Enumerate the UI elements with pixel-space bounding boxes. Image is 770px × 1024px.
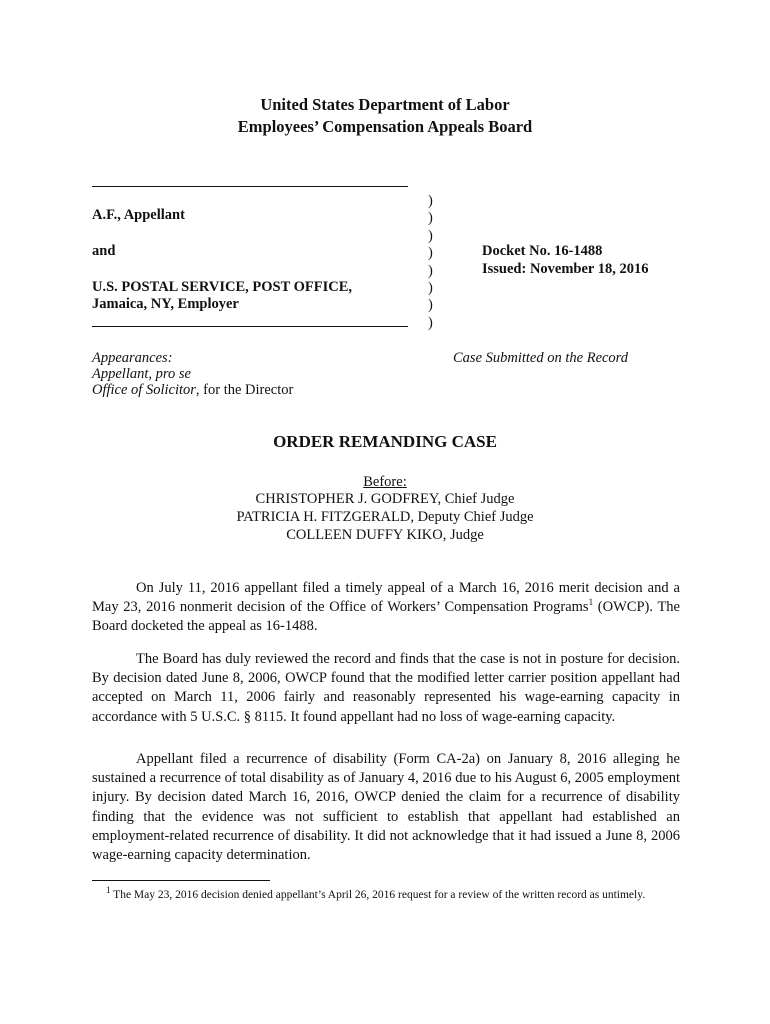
judge-deputy: PATRICIA H. FITZGERALD, Deputy Chief Judge <box>236 509 534 525</box>
order-title: ORDER REMANDING CASE <box>273 432 497 451</box>
appellant-representation: Appellant, pro se <box>92 366 191 382</box>
agency-title: United States Department of Labor <box>260 95 510 114</box>
caption-top-rule <box>92 186 408 187</box>
footnote-mark: 1 <box>106 885 111 896</box>
paragraph-3 <box>92 750 680 865</box>
footnote-separator <box>92 880 270 881</box>
paragraph-1-text-a: On July 11, 2016 appellant filed a timely appeal of a March 16, 2016 merit decision and a May 23, 2016 nonmerit decision of the Office of Workers’ Compensation Programs <box>92 580 680 616</box>
caption-and: and <box>92 243 116 259</box>
board-title: Employees’ Compensation Appeals Board <box>237 117 533 136</box>
appearances-label: Appearances: <box>92 350 173 366</box>
paragraph-3-text: Appellant filed a recurrence of disability (Form CA-2a) on January 8, 2016 alleging he sustained a recurrence of total disability as of January 4, 2016 due to his August 6, 2005 employment injury. By decision dated March 16, 2016, OWCP denied the claim for a recurrence of disability finding that the evidence was not sufficient to establish that appellant had established an employment-related recurrence of disability. It did not acknowledge that it had issued a June 8, 2006 wage-earning capacity determination. <box>92 751 680 864</box>
footnote-reference: 1 <box>588 597 594 608</box>
paragraph-1-text-b: (OWCP). The Board docketed the appeal as 16-1488. <box>92 599 680 635</box>
solicitor-office: Office of Solicitor <box>92 382 196 398</box>
solicitor-line <box>92 382 293 399</box>
paragraph-2 <box>92 650 680 727</box>
judge-chief: CHRISTOPHER J. GODFREY, Chief Judge <box>255 491 515 507</box>
issued-date: Issued: November 18, 2016 <box>482 261 649 277</box>
appellant-name: A.F., Appellant <box>92 207 185 223</box>
case-submitted: Case Submitted on the Record <box>453 350 629 366</box>
employer-line1: U.S. POSTAL SERVICE, POST OFFICE, <box>92 279 353 295</box>
caption-bottom-rule <box>92 326 408 327</box>
footnote-1 <box>92 885 680 904</box>
caption-parentheses: ) ) ) ) ) ) ) ) <box>428 193 433 331</box>
paragraph-1 <box>92 579 680 637</box>
footnote-text: The May 23, 2016 decision denied appellant’s April 26, 2016 request for a review of the written record as untimely. <box>110 889 646 901</box>
docket-number: Docket No. 16-1488 <box>482 243 603 259</box>
employer-line2: Jamaica, NY, Employer <box>92 296 239 312</box>
before-label: Before: <box>363 474 407 490</box>
solicitor-role: , for the Director <box>195 382 294 398</box>
paragraph-2-text: The Board has duly reviewed the record and finds that the case is not in posture for decision. By decision dated June 8, 2006, OWCP found that the modified letter carrier position appellant had accepted on March 11, 2006 fairly and reasonably represented his wage-earning capacity in accordance with 5 U.S.C. § 8115. It found appellant had no loss of wage-earning capacity. <box>92 651 680 725</box>
judge-member: COLLEEN DUFFY KIKO, Judge <box>286 527 484 543</box>
